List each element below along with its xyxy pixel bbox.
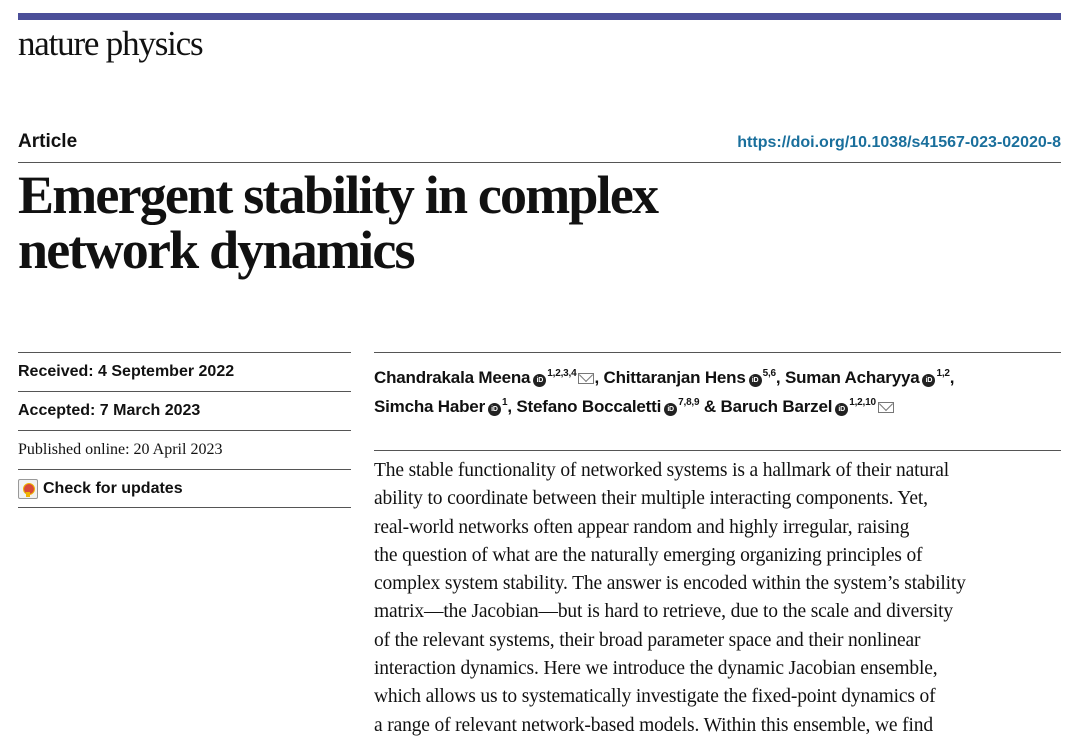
author — [374, 397, 516, 416]
abstract-line: matrix—the Jacobian—but is hard to retrieve, due to the scale and diversity — [374, 601, 953, 623]
abstract-rule — [374, 450, 1061, 451]
affiliation-numbers[interactable]: 7,8,9 — [678, 397, 700, 408]
abstract-line: of the relevant systems, their broad parameter space and their nonlinear — [374, 629, 921, 651]
affiliation-numbers[interactable]: 1,2,10 — [849, 397, 876, 408]
abstract-line: which allows us to systematically investigate the fixed-point dynamics of — [374, 686, 936, 708]
author-separator: , — [775, 368, 785, 387]
author — [374, 368, 604, 387]
author-name[interactable]: Stefano Boccaletti — [516, 397, 662, 416]
header-rule — [18, 162, 1061, 163]
journal-name: nature physics — [18, 24, 203, 63]
abstract — [374, 457, 1064, 740]
author-separator: , — [507, 397, 517, 416]
check-updates-label: Check for updates — [43, 479, 183, 497]
check-updates-icon — [18, 479, 38, 499]
author — [721, 397, 894, 416]
abstract-line: interaction dynamics. Here we introduce the dynamic Jacobian ensemble, — [374, 658, 938, 680]
title-line: network dynamics — [18, 220, 414, 280]
article-type-label: Article — [18, 131, 78, 152]
abstract-line: The stable functionality of networked systems is a hallmark of their natural — [374, 460, 950, 481]
author-separator: , — [949, 368, 955, 387]
abstract-line: ability to coordinate between their multiple interacting components. Yet, — [374, 488, 928, 510]
author-list — [374, 353, 1061, 419]
author-separator: & — [699, 397, 721, 416]
author-panel — [374, 352, 1061, 419]
author-name[interactable]: Simcha Haber — [374, 397, 485, 416]
article-dates-panel — [18, 352, 351, 508]
author — [604, 368, 785, 387]
abstract-line: complex system stability. The answer is encoded within the system’s stability — [374, 573, 966, 595]
affiliation-numbers[interactable]: 1,2 — [936, 368, 950, 379]
author-name[interactable]: Baruch Barzel — [720, 397, 833, 416]
author-name[interactable]: Chittaranjan Hens — [603, 368, 746, 387]
orcid-icon[interactable]: iD — [749, 374, 762, 387]
doi-link[interactable]: https://doi.org/10.1038/s41567-023-02020-8 — [737, 134, 1061, 151]
abstract-line: the question of what are the naturally emerging organizing principles of — [374, 544, 923, 566]
orcid-icon[interactable]: iD — [922, 374, 935, 387]
affiliation-numbers[interactable]: 5,6 — [762, 368, 776, 379]
title-line: Emergent stability in complex — [18, 165, 658, 225]
author-name[interactable]: Chandrakala Meena — [374, 368, 531, 387]
abstract-line: a range of relevant network-based models. Within this ensemble, we find — [374, 714, 933, 736]
author-name[interactable]: Suman Acharyya — [784, 368, 920, 387]
orcid-icon[interactable]: iD — [664, 403, 677, 416]
published-date: Published online: 20 April 2023 — [18, 430, 351, 469]
orcid-icon[interactable]: iD — [533, 374, 546, 387]
journal-top-bar — [18, 13, 1061, 20]
orcid-icon[interactable]: iD — [835, 403, 848, 416]
author-separator: , — [594, 368, 604, 387]
accepted-date: Accepted: 7 March 2023 — [18, 391, 351, 430]
author — [516, 397, 720, 416]
abstract-line: real-world networks often appear random and highly irregular, raising — [374, 516, 910, 538]
email-icon[interactable] — [878, 402, 894, 413]
orcid-icon[interactable]: iD — [488, 403, 501, 416]
email-icon[interactable] — [578, 373, 594, 384]
author — [785, 368, 954, 387]
affiliation-numbers[interactable]: 1 — [501, 397, 508, 408]
check-updates-button[interactable] — [18, 469, 351, 508]
article-title — [18, 165, 918, 280]
affiliation-numbers[interactable]: 1,2,3,4 — [547, 368, 577, 379]
received-date: Received: 4 September 2022 — [18, 352, 351, 391]
